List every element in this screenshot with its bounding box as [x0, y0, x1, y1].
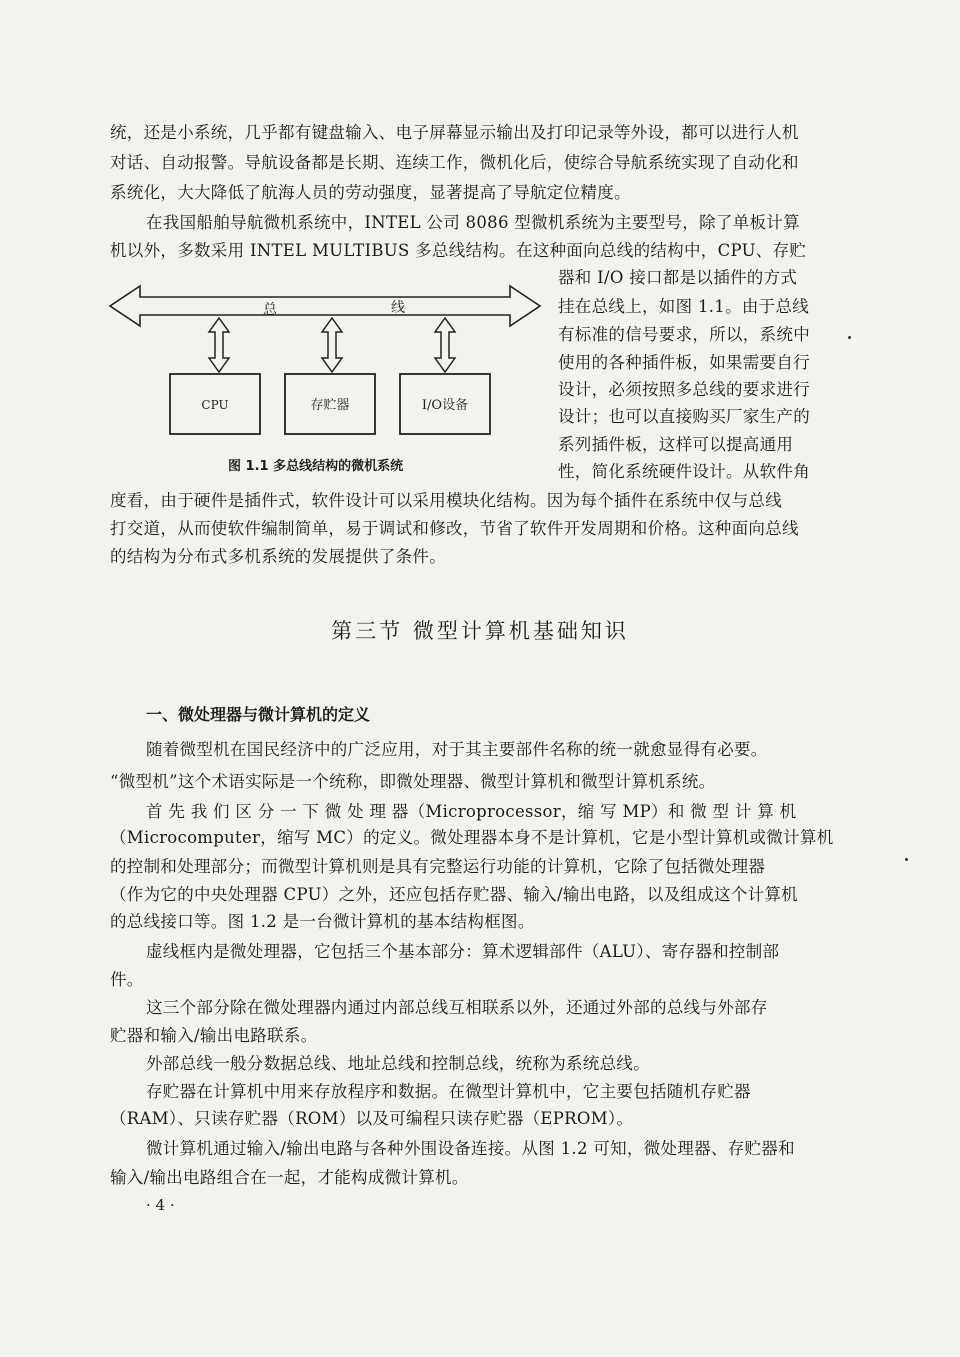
bus-arrow: [110, 286, 540, 326]
body-line: （Microcomputer，缩写 MC）的定义。微处理器本身不是计算机，它是小型计算机或微计算机: [110, 828, 834, 847]
body-line: 虚线框内是微处理器，它包括三个基本部分：算术逻辑部件（ALU）、寄存器和控制部: [146, 942, 780, 961]
scan-speck: [848, 336, 851, 339]
bus-label-1: 总: [263, 302, 277, 318]
para2-right-line-3: 有标准的信号要求，所以，系统中: [558, 325, 810, 344]
bus-label-2: 线: [391, 300, 405, 316]
cpu-label: CPU: [201, 398, 229, 412]
body-line: 随着微型机在国民经济中的广泛应用，对于其主要部件名称的统一就愈显得有必要。: [146, 740, 768, 759]
para2-right-line-6: 设计；也可以直接购买厂家生产的: [558, 407, 810, 426]
para2-right-line-4: 使用的各种插件板，如果需要自行: [558, 353, 810, 372]
para2-line-2: 机以外，多数采用 INTEL MULTIBUS 多总线结构。在这种面向总线的结构中，CPU、存贮: [110, 241, 807, 260]
io-label: I/O设备: [421, 398, 469, 413]
connector-arrow-memory: [322, 318, 342, 372]
subsection-title: 一、微处理器与微计算机的定义: [146, 705, 371, 724]
connector-arrow-io: [435, 318, 455, 372]
para1-line-1: 统，还是小系统，几乎都有键盘输入、电子屏幕显示输出及打印记录等外设，都可以进行人机: [110, 123, 799, 142]
body-line: 贮器和输入/输出电路联系。: [110, 1026, 318, 1045]
para2-line-1: 在我国船舶导航微机系统中，INTEL 公司 8086 型微机系统为主要型号，除了单板计算: [146, 213, 800, 232]
para2-right-line-2: 挂在总线上，如图 1.1。由于总线: [558, 297, 810, 316]
body-line: 的总线接口等。图 1.2 是一台微计算机的基本结构框图。: [110, 912, 535, 931]
connector-arrow-cpu: [209, 318, 229, 372]
para2-bottom-line-3: 的结构为分布式多机系统的发展提供了条件。: [110, 547, 446, 566]
body-line: 存贮器在计算机中用来存放程序和数据。在微型计算机中，它主要包括随机存贮器: [146, 1082, 751, 1101]
memory-label: 存贮器: [310, 398, 350, 413]
scan-speck: [905, 858, 908, 861]
para2-right-line-1: 器和 I/O 接口都是以插件的方式: [558, 268, 798, 287]
body-line: 这三个部分除在微处理器内通过内部总线互相联系以外，还通过外部的总线与外部存: [146, 998, 768, 1017]
para2-right-line-8: 性，简化系统硬件设计。从软件角: [558, 462, 810, 481]
body-line: （RAM）、只读存贮器（ROM）以及可编程只读存贮器（EPROM）。: [110, 1109, 634, 1128]
body-line: 外部总线一般分数据总线、地址总线和控制总线，统称为系统总线。: [146, 1054, 650, 1073]
section-title: 第三节 微型计算机基础知识: [331, 619, 629, 643]
para1-line-2: 对话、自动报警。导航设备都是长期、连续工作，微机化后，使综合导航系统实现了自动化和: [110, 153, 799, 172]
body-line: 输入/输出电路组合在一起，才能构成微计算机。: [110, 1168, 469, 1187]
para1-line-3: 系统化，大大降低了航海人员的劳动强度，显著提高了导航定位精度。: [110, 183, 631, 202]
body-line: 微计算机通过输入/输出电路与各种外围设备连接。从图 1.2 可知，微处理器、存贮器和: [146, 1139, 795, 1158]
page-number: · 4 ·: [146, 1196, 175, 1214]
figure-caption: 图 1.1 多总线结构的微机系统: [228, 459, 404, 474]
figure-1-1-bus-diagram: [105, 272, 555, 477]
body-line: 的控制和处理部分；而微型计算机则是具有完整运行功能的计算机，它除了包括微处理器: [110, 857, 766, 876]
para2-right-line-5: 设计，必须按照多总线的要求进行: [558, 380, 810, 399]
para2-bottom-line-1: 度看，由于硬件是插件式，软件设计可以采用模块化结构。因为每个插件在系统中仅与总线: [110, 491, 782, 510]
body-line: “微型机”这个术语实际是一个统称，即微处理器、微型计算机和微型计算机系统。: [110, 772, 716, 791]
para2-right-line-7: 系列插件板，这样可以提高通用: [558, 435, 794, 454]
para2-bottom-line-2: 打交道，从而使软件编制简单，易于调试和修改，节省了软件开发周期和价格。这种面向总线: [110, 519, 799, 538]
body-line: 首 先 我 们 区 分 一 下 微 处 理 器（Microprocessor，缩 写 MP）和 微 型 计 算 机: [146, 802, 797, 821]
body-line: （作为它的中央处理器 CPU）之外，还应包括存贮器、输入/输出电路，以及组成这个计算机: [110, 885, 799, 904]
body-line: 件。: [110, 970, 144, 989]
